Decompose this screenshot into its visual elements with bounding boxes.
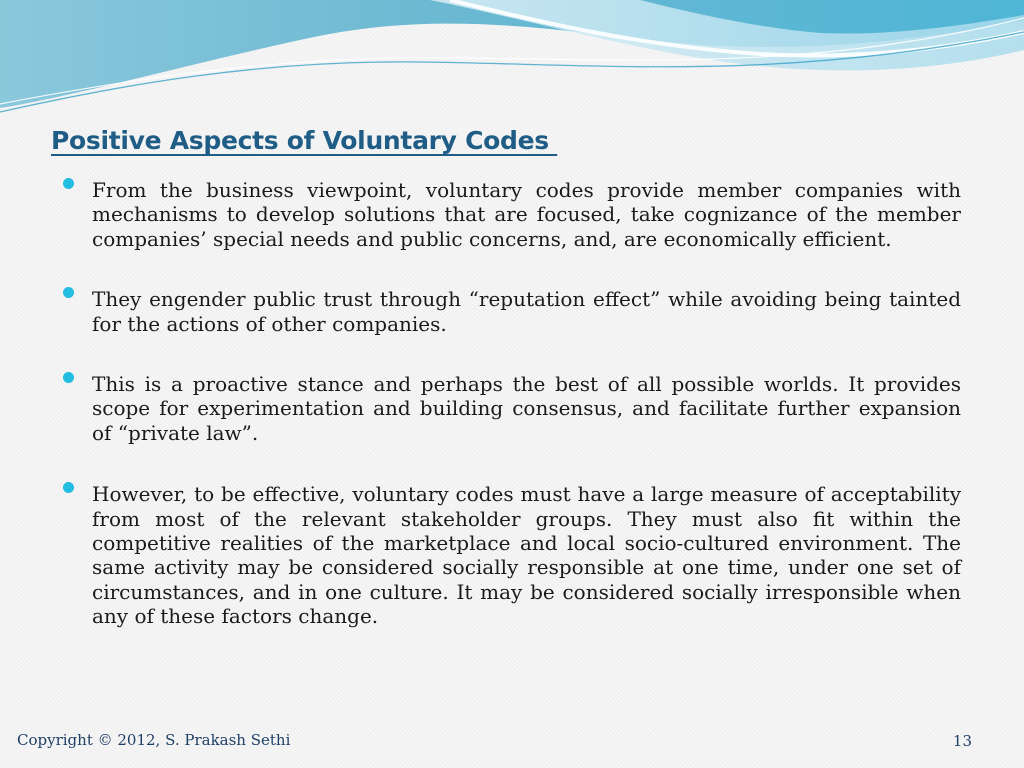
bullet-dot-icon	[63, 178, 74, 189]
bullet-text: They engender public trust through “reputation effect” while avoiding being tainted for the actions of other companies.	[92, 287, 961, 336]
bullet-item	[92, 372, 961, 445]
header-wave-decoration	[0, 0, 1024, 120]
bullet-text: However, to be effective, voluntary codes must have a large measure of acceptability from most of the relevant stakeholder groups. They must also fit within the competitive realities of the marketplace and local socio-cultured environment. The same activity may be considered socially responsible at one time, under one set of circumstances, and in one culture. It may be considered socially irresponsible when any of these factors change.	[92, 482, 961, 629]
bullet-text: From the business viewpoint, voluntary codes provide member companies with mechanisms to develop solutions that are focused, take cognizance of the member companies’ special needs and public concerns, and, are economically efficient.	[92, 178, 961, 251]
bullet-item	[92, 482, 961, 628]
bullet-list	[92, 178, 961, 665]
bullet-item	[92, 178, 961, 251]
slide-title: Positive Aspects of Voluntary Codes	[51, 126, 558, 155]
bullet-dot-icon	[63, 372, 74, 383]
bullet-text: This is a proactive stance and perhaps the best of all possible worlds. It provides scope for experimentation and building consensus, and facilitate further expansion of “private law”.	[92, 372, 961, 445]
page-number: 13	[952, 732, 972, 750]
footer-copyright: Copyright © 2012, S. Prakash Sethi	[17, 731, 291, 749]
bullet-dot-icon	[63, 287, 74, 298]
bullet-dot-icon	[63, 482, 74, 493]
bullet-item	[92, 287, 961, 336]
